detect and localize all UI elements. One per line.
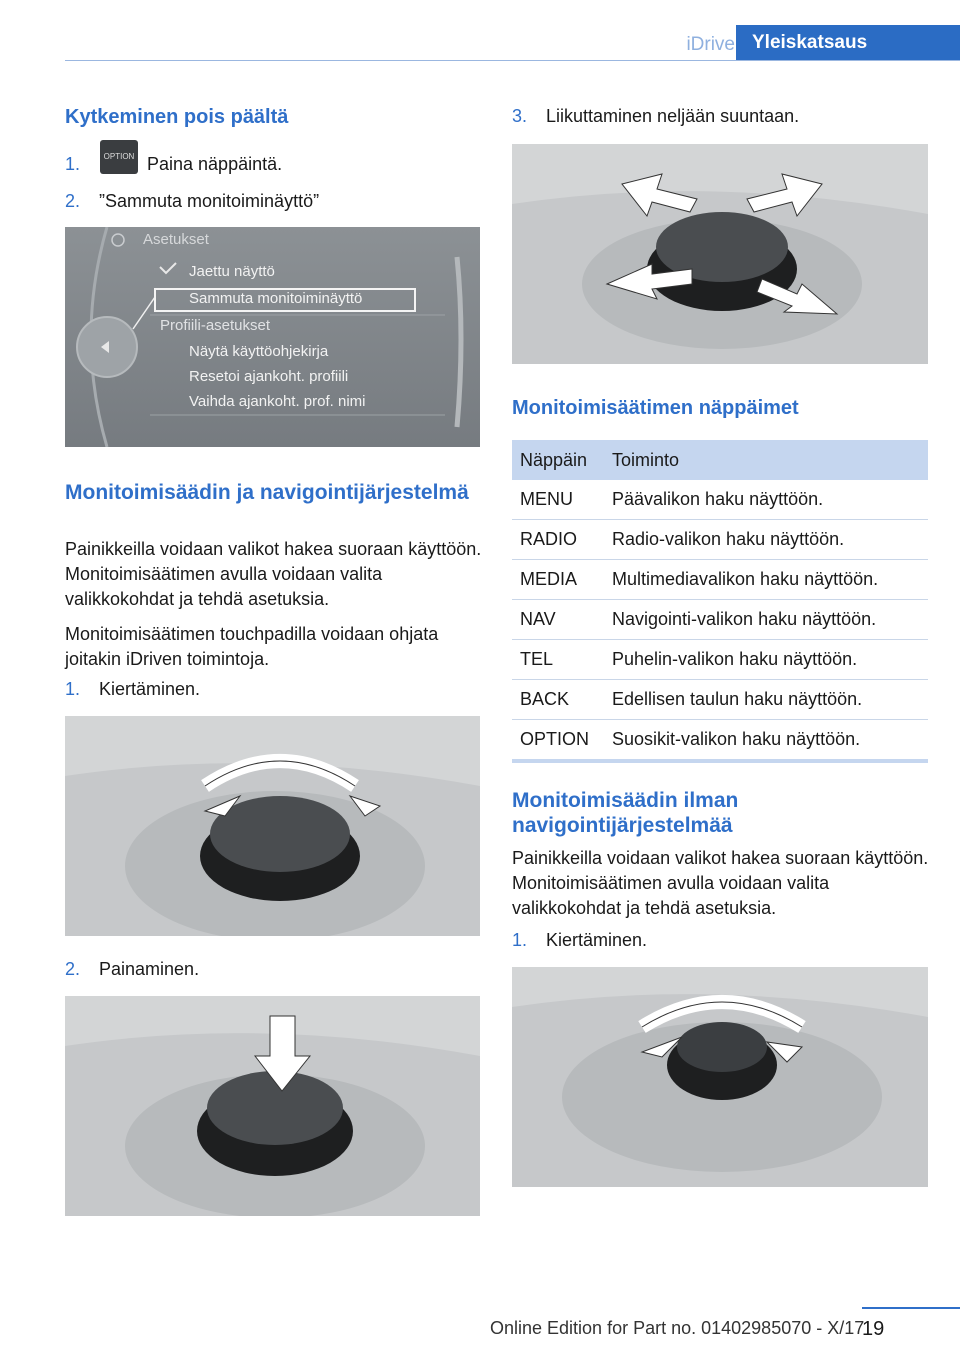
- step-number: 1.: [65, 679, 81, 699]
- table-row: [512, 640, 928, 680]
- step-text: Kiertäminen.: [546, 930, 648, 950]
- controller-press-figure: [65, 996, 480, 1216]
- menu-screen-figure: [65, 227, 480, 447]
- step-number: 2.: [65, 191, 81, 211]
- step-text: Paina näppäintä.: [147, 154, 283, 174]
- paragraph-buttons-2: Painikkeilla voidaan valikot hakea suoraan käyttöön. Monitoimisäätimen avulla voidaan valita valikkokohdat ja tehdä asetuksia.: [512, 848, 929, 918]
- column-header-function: Toiminto: [604, 440, 928, 480]
- key-cell: RADIO: [512, 520, 604, 560]
- header-chapter-tab: Yleiskatsaus: [736, 25, 960, 61]
- key-cell: TEL: [512, 640, 604, 680]
- menu-item-screen-off: Sammuta monitoiminäyttö: [189, 290, 363, 307]
- table-row: [512, 720, 928, 760]
- step-number: 1.: [512, 930, 528, 950]
- header-rule: [65, 60, 960, 61]
- table-row: [512, 680, 928, 720]
- keys-table: [512, 440, 928, 760]
- function-cell: Päävalikon haku näyttöön.: [604, 480, 928, 520]
- option-key-icon: OPTION: [100, 140, 138, 174]
- controller-rotate-figure-2: [512, 967, 928, 1187]
- column-header-key: Näppäin: [512, 440, 604, 480]
- key-cell: OPTION: [512, 720, 604, 760]
- menu-item-reset-profile: Resetoi ajankoht. profiili: [189, 368, 349, 385]
- table-row: [512, 600, 928, 640]
- heading-controller-with-navigation: Monitoimisäädin ja navigointijärjestelmä: [65, 481, 469, 504]
- table-header-row: [512, 440, 928, 480]
- step-text: Painaminen.: [99, 959, 200, 979]
- step-press: [65, 957, 485, 982]
- key-cell: MENU: [512, 480, 604, 520]
- key-cell: MEDIA: [512, 560, 604, 600]
- step-text: ”Sammuta monitoiminäyttö”: [99, 191, 320, 211]
- step-tilt: [512, 104, 932, 129]
- controller-tilt-figure: [512, 144, 928, 364]
- step-text: Liikuttaminen neljään suuntaan.: [546, 106, 800, 126]
- page-number: 19: [862, 1318, 885, 1340]
- footer-edition-text: Online Edition for Part no. 01402985070 - X/17: [490, 1318, 865, 1338]
- function-cell: Edellisen taulun haku näyttöön.: [604, 680, 928, 720]
- paragraph-touchpad: Monitoimisäätimen touchpadilla voidaan ohjata joitakin iDriven toimintoja.: [65, 624, 439, 669]
- menu-item-rename-profile: Vaihda ajankoht. prof. nimi: [189, 393, 366, 410]
- menu-screen-title: Asetukset: [143, 231, 209, 248]
- step-1-press-key: [65, 152, 485, 182]
- step-2-menu-item: [65, 189, 485, 214]
- paragraph-buttons: Painikkeilla voidaan valikot hakea suoraan käyttöön. Monitoimisäätimen avulla voidaan valita valikkokohdat ja tehdä asetuksia.: [65, 539, 482, 609]
- function-cell: Multimediavalikon haku näyttöön.: [604, 560, 928, 600]
- table-row: [512, 560, 928, 600]
- menu-item-show-manual: Näytä käyttöohjekirja: [189, 343, 329, 360]
- step-number: 2.: [65, 959, 81, 979]
- heading-switch-off: Kytkeminen pois päältä: [65, 106, 289, 128]
- heading-controller-without-navigation: Monitoimisäädin ilman navigointijärjestelmää: [512, 789, 739, 837]
- step-rotate: [65, 677, 485, 702]
- function-cell: Suosikit-valikon haku näyttöön.: [604, 720, 928, 760]
- header-section-label: iDrive: [686, 34, 735, 55]
- controller-rotate-figure: [65, 716, 480, 936]
- key-cell: BACK: [512, 680, 604, 720]
- step-text: Kiertäminen.: [99, 679, 201, 699]
- table-row: [512, 480, 928, 520]
- function-cell: Puhelin-valikon haku näyttöön.: [604, 640, 928, 680]
- step-number: 1.: [65, 154, 81, 174]
- menu-item-profile-settings: Profiili-asetukset: [160, 317, 271, 334]
- step-number: 3.: [512, 106, 528, 126]
- function-cell: Navigointi-valikon haku näyttöön.: [604, 600, 928, 640]
- heading-controller-keys: Monitoimisäätimen näppäimet: [512, 397, 799, 419]
- table-row: [512, 520, 928, 560]
- menu-item-split-screen: Jaettu näyttö: [189, 263, 275, 280]
- page-number-rule: [862, 1307, 960, 1309]
- table-end-rule: [512, 759, 928, 763]
- function-cell: Radio-valikon haku näyttöön.: [604, 520, 928, 560]
- step-rotate-2: [512, 928, 932, 953]
- key-cell: NAV: [512, 600, 604, 640]
